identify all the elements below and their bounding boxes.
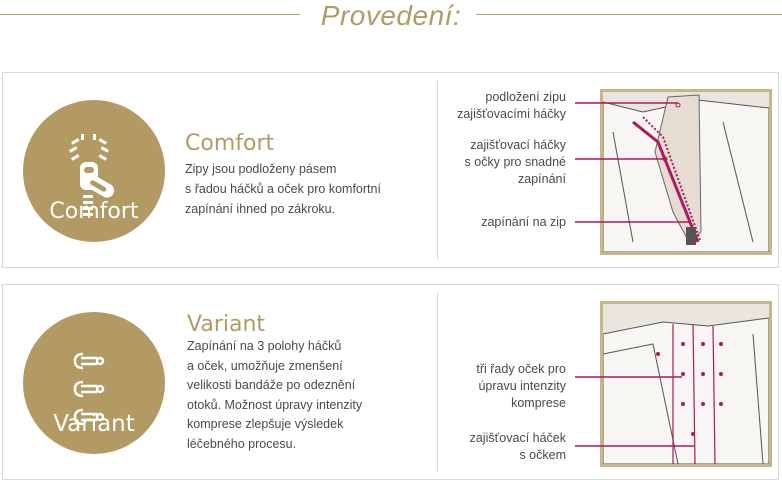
variant-card: [2, 284, 779, 480]
comfort-callout-underlay: podložení zipu zajišťovacími háčky: [457, 90, 566, 121]
comfort-badge: [23, 100, 165, 242]
variant-title: Variant: [187, 312, 266, 337]
variant-garment-image: [600, 301, 772, 467]
comfort-garment-image: [600, 89, 772, 255]
variant-badge: [23, 312, 165, 454]
comfort-callout-hooks: zajišťovací háčky s očky pro snadné zapínání: [464, 138, 566, 186]
comfort-title: Comfort: [185, 131, 275, 156]
comfort-badge-label: Comfort: [49, 199, 139, 224]
comfort-description: Zipy jsou podloženy pásem s řadou háčků a oček pro komfortní zapínání ihned po zákroku.: [185, 162, 381, 216]
page-title: Provedení:: [320, 0, 462, 31]
variant-callout-eyes: tři řady oček pro úpravu intenzity komprese: [476, 362, 566, 410]
variant-badge-label: Variant: [53, 411, 135, 437]
variant-description: Zapínání na 3 polohy háčků a oček, umožňuje zmenšení velikosti bandáže po odeznění otoků. Možnost úpravy intenzity komprese zlepšuje výsledek léčebného procesu.: [187, 339, 363, 451]
comfort-callout-zip: zapínání na zip: [481, 215, 566, 229]
comfort-divider: [437, 81, 438, 259]
comfort-card: [2, 72, 779, 268]
variant-divider: [437, 293, 438, 471]
variant-callout-hook: zajišťovací háček s očkem: [469, 431, 566, 462]
